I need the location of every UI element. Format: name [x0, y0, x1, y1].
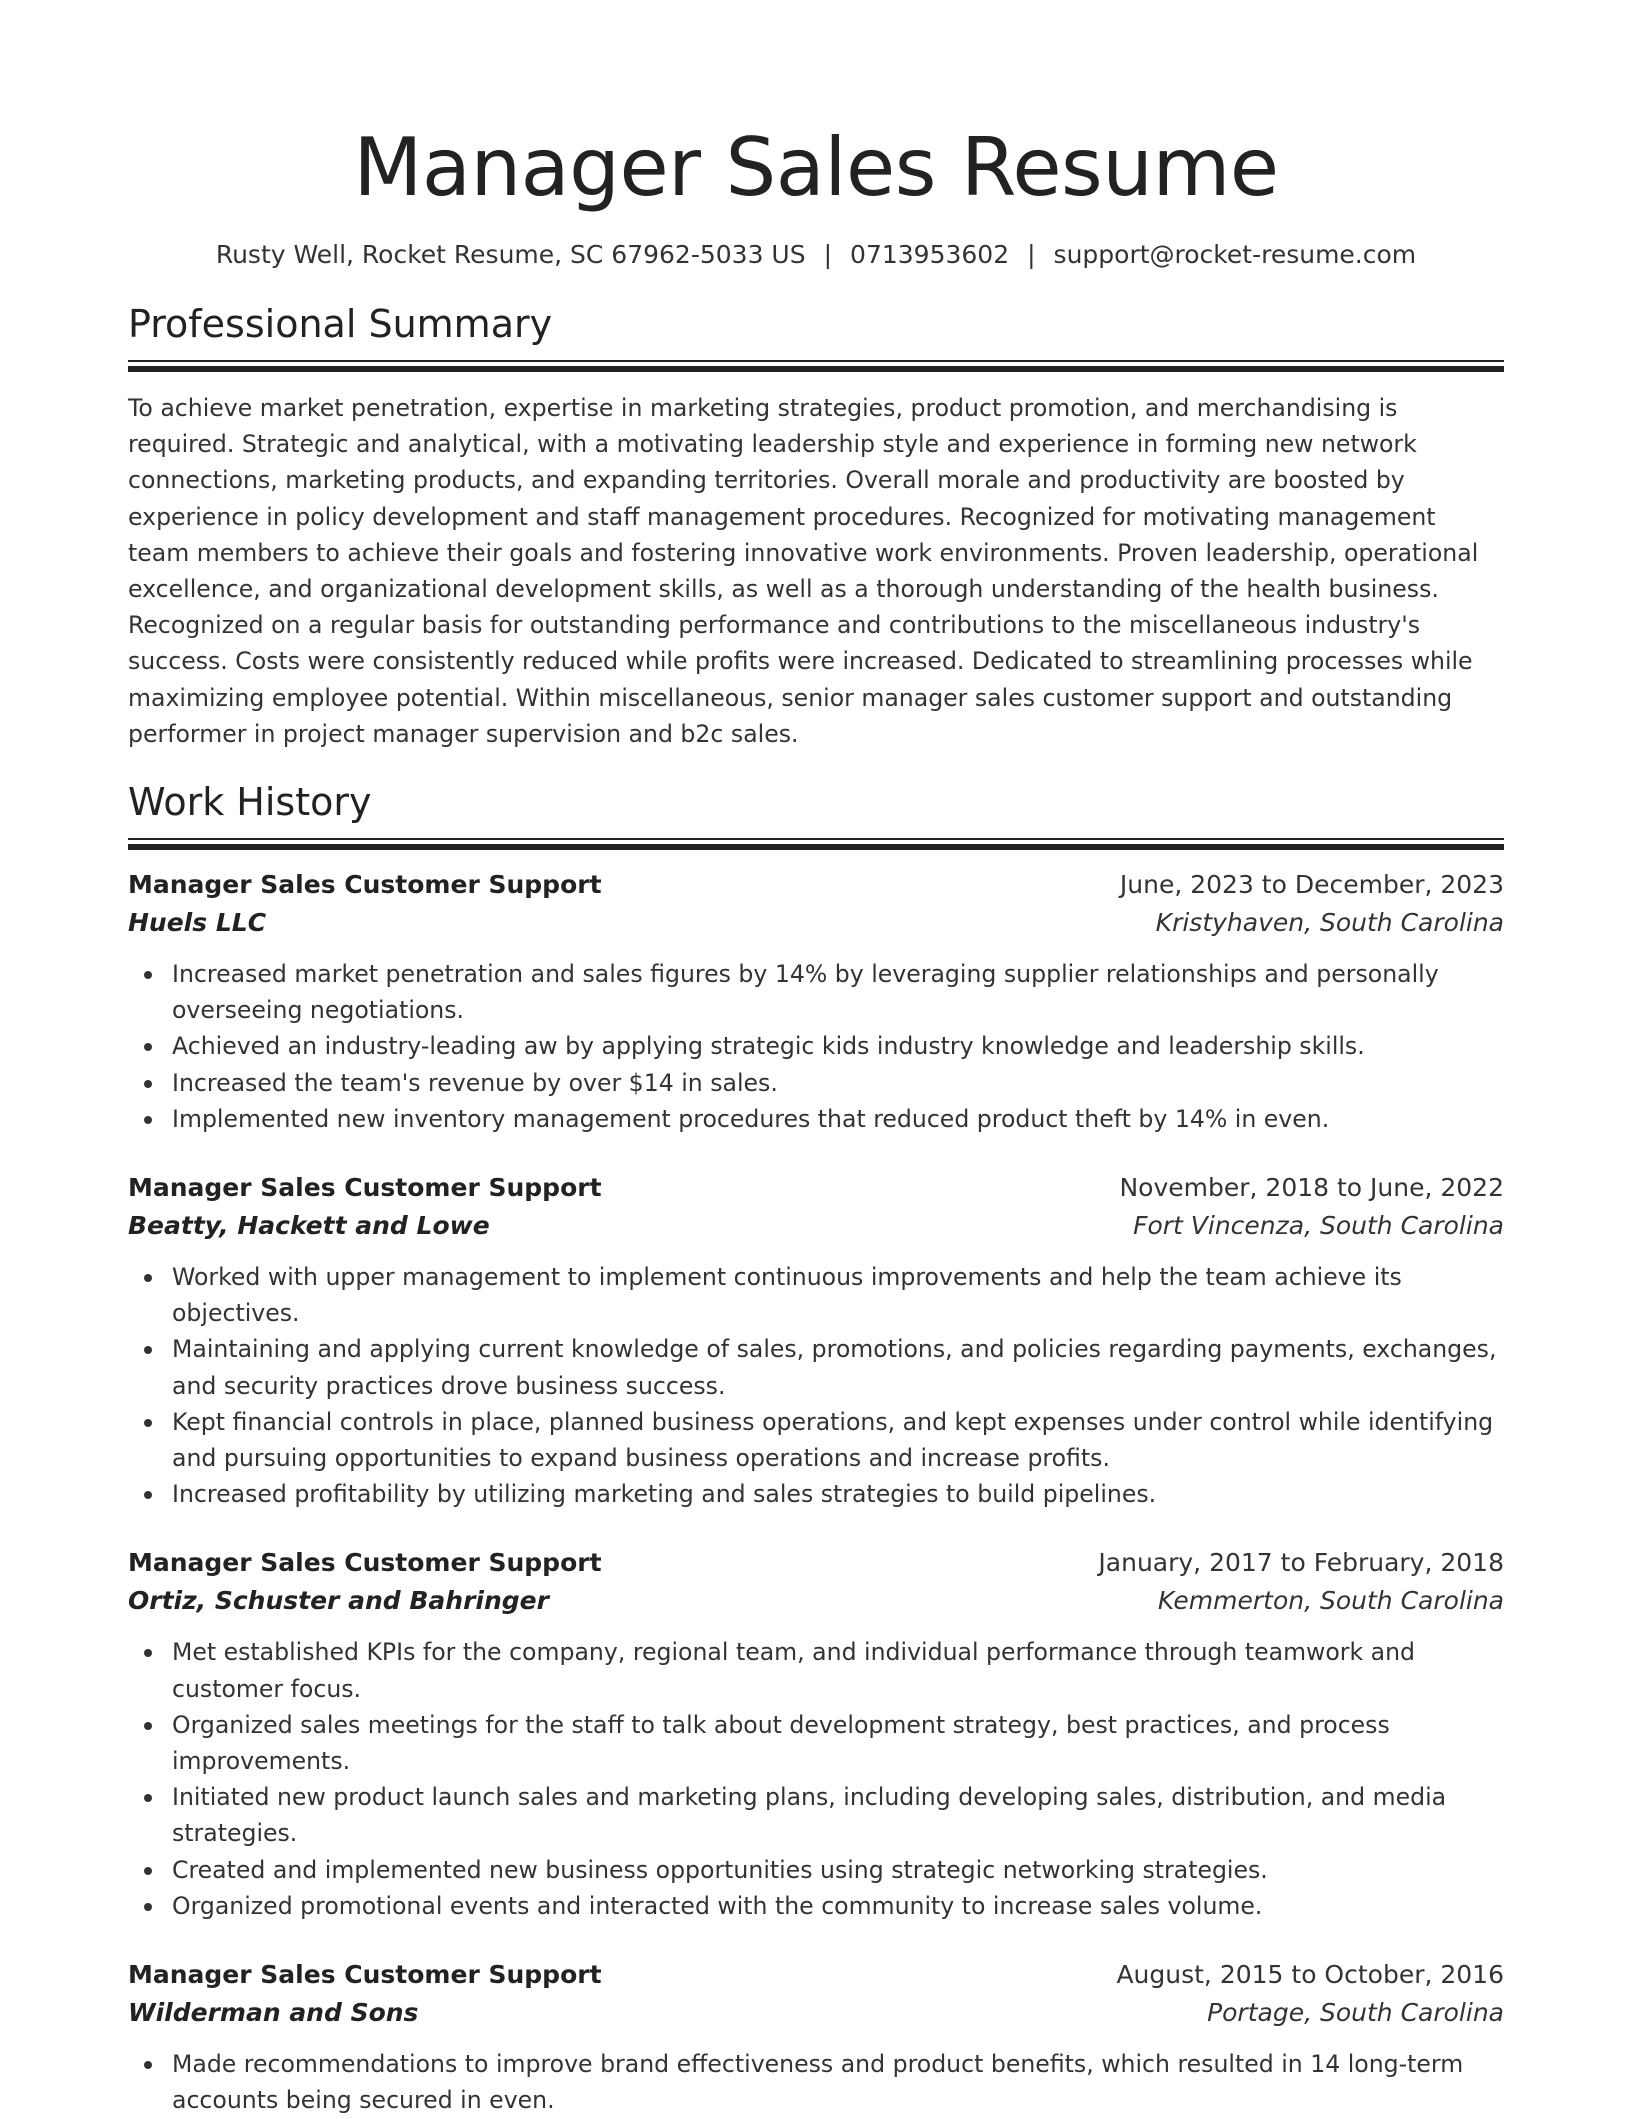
job-bullet-list	[128, 956, 1504, 1137]
job-subheader	[128, 1582, 1504, 1620]
job-bullet-text: Made recommendations to improve brand effectiveness and product benefits, which resulted in 14 long-term accounts being secured in even.	[172, 2050, 1464, 2115]
job-bullet-text: Organized promotional events and interacted with the community to increase sales volume.	[172, 1891, 1263, 1920]
bullet-dot-icon	[144, 1274, 152, 1282]
job-subheader	[128, 1994, 1504, 2032]
job-dates: November, 2018 to June, 2022	[1119, 1173, 1504, 1203]
job-header	[128, 866, 1504, 904]
work-history-section	[128, 778, 1504, 2118]
job-bullet	[172, 956, 1504, 1028]
job-bullet	[172, 1707, 1504, 1779]
section-heading-work: Work History	[128, 780, 372, 825]
job-dates: June, 2023 to December, 2023	[1119, 870, 1504, 900]
job-entry	[128, 1956, 1504, 2118]
job-location: Kristyhaven, South Carolina	[1155, 908, 1504, 938]
bullet-dot-icon	[144, 1794, 152, 1802]
job-company: Ortiz, Schuster and Bahringer	[128, 1586, 549, 1616]
job-bullet-list	[128, 1259, 1504, 1512]
bullet-dot-icon	[144, 971, 152, 979]
page-title: Manager Sales Resume	[353, 121, 1279, 214]
job-bullet-text: Worked with upper management to implement continuous improvements and help the team achieve its objectives.	[172, 1263, 1402, 1328]
job-bullet-text: Met established KPIs for the company, regional team, and individual performance through teamwork and customer focus.	[172, 1638, 1416, 1703]
job-header	[128, 1169, 1504, 1207]
job-bullet-text: Increased market penetration and sales figures by 14% by leveraging supplier relationships and personally overseeing negotiations.	[172, 960, 1439, 1025]
contact-email: support@rocket-resume.com	[1053, 240, 1417, 269]
summary-text: To achieve market penetration, expertise in marketing strategies, product promotion, and merchandising is required. Strategic and analytical, with a motivating leadership style and experience in forming new network connections, marketing products, and expanding territories. Overall morale and productivity are boosted by experience in policy development and staff management procedures. Recognized for motivating management team members to achieve their goals and fostering innovative work environments. Proven leadership, operational excellence, and organizational development skills, as well as a thorough understanding of the health business. Recognized on a regular basis for outstanding performance and contributions to the miscellaneous industry's success. Costs were consistently reduced while profits were increased. Dedicated to streamlining processes while maximizing employee potential. Within miscellaneous, senior manager sales customer support and outstanding performer in project manager supervision and b2c sales.	[128, 394, 1479, 748]
contact-phone: 0713953602	[850, 240, 1010, 269]
job-header	[128, 1956, 1504, 1994]
job-title: Manager Sales Customer Support	[128, 1548, 602, 1578]
job-bullet-text: Achieved an industry-leading aw by applying strategic kids industry knowledge and leadership skills.	[172, 1032, 1365, 1061]
job-entry	[128, 1169, 1504, 1512]
bullet-dot-icon	[144, 1043, 152, 1051]
bullet-dot-icon	[144, 1080, 152, 1088]
job-entry	[128, 1544, 1504, 1924]
job-company: Wilderman and Sons	[128, 1998, 419, 2028]
bullet-dot-icon	[144, 1419, 152, 1427]
job-title: Manager Sales Customer Support	[128, 1173, 602, 1203]
contact-separator: |	[823, 240, 833, 269]
contact-address: Rusty Well, Rocket Resume, SC 67962-5033 US	[215, 240, 806, 269]
job-location: Kemmerton, South Carolina	[1157, 1586, 1504, 1616]
job-title: Manager Sales Customer Support	[128, 1960, 602, 1990]
job-bullet-text: Increased the team's revenue by over $14 in sales.	[172, 1068, 778, 1097]
job-dates: August, 2015 to October, 2016	[1116, 1960, 1504, 1990]
job-dates: January, 2017 to February, 2018	[1098, 1548, 1504, 1578]
job-title: Manager Sales Customer Support	[128, 870, 602, 900]
job-bullet-text: Created and implemented new business opportunities using strategic networking strategies.	[172, 1855, 1268, 1884]
bullet-dot-icon	[144, 1722, 152, 1730]
job-bullet	[172, 1634, 1504, 1706]
bullet-dot-icon	[144, 2061, 152, 2069]
job-bullet-text: Increased profitability by utilizing marketing and sales strategies to build pipelines.	[172, 1480, 1157, 1509]
resume-page	[128, 0, 1504, 2119]
job-bullet-text: Implemented new inventory management procedures that reduced product theft by 14% in even.	[172, 1104, 1330, 1133]
bullet-dot-icon	[144, 1867, 152, 1875]
job-bullet-text: Organized sales meetings for the staff to talk about development strategy, best practices, and process improvements.	[172, 1710, 1390, 1776]
bullet-dot-icon	[144, 1649, 152, 1657]
job-bullet-text: Maintaining and applying current knowledge of sales, promotions, and policies regarding payments, exchanges, and security practices drove business success.	[172, 1335, 1497, 1400]
job-bullet	[172, 1101, 1504, 1137]
job-bullet	[172, 2046, 1504, 2118]
job-header	[128, 1544, 1504, 1582]
job-bullet	[172, 1852, 1504, 1888]
contact-separator: |	[1027, 240, 1036, 269]
job-bullet-list	[128, 2046, 1504, 2118]
section-divider	[128, 838, 1504, 850]
section-divider	[128, 360, 1504, 372]
job-subheader	[128, 1207, 1504, 1245]
job-bullet-text: Kept financial controls in place, planned business operations, and kept expenses under control while identifying and pursuing opportunities to expand business operations and increase profits.	[172, 1407, 1494, 1473]
job-bullet	[172, 1331, 1504, 1403]
job-bullet-list	[128, 1634, 1504, 1924]
job-bullet	[172, 1065, 1504, 1101]
bullet-dot-icon	[144, 1491, 152, 1499]
job-bullet	[172, 1476, 1504, 1512]
job-bullet	[172, 1259, 1504, 1331]
job-location: Portage, South Carolina	[1207, 1998, 1504, 2028]
professional-summary-section	[128, 300, 1504, 752]
job-bullet	[172, 1888, 1504, 1924]
bullet-dot-icon	[144, 1903, 152, 1911]
contact-line	[128, 238, 1504, 272]
job-bullet	[172, 1028, 1504, 1064]
job-location: Fort Vincenza, South Carolina	[1133, 1211, 1504, 1241]
job-bullet	[172, 1404, 1504, 1476]
bullet-dot-icon	[144, 1116, 152, 1124]
job-list	[128, 866, 1504, 2118]
bullet-dot-icon	[144, 1346, 152, 1354]
job-subheader	[128, 904, 1504, 942]
job-bullet	[172, 1779, 1504, 1851]
section-heading-summary: Professional Summary	[128, 302, 553, 346]
job-company: Beatty, Hackett and Lowe	[128, 1211, 490, 1241]
job-entry	[128, 866, 1504, 1137]
job-bullet-text: Initiated new product launch sales and marketing plans, including developing sales, distribution, and media strategies.	[172, 1783, 1447, 1848]
job-company: Huels LLC	[128, 908, 267, 938]
